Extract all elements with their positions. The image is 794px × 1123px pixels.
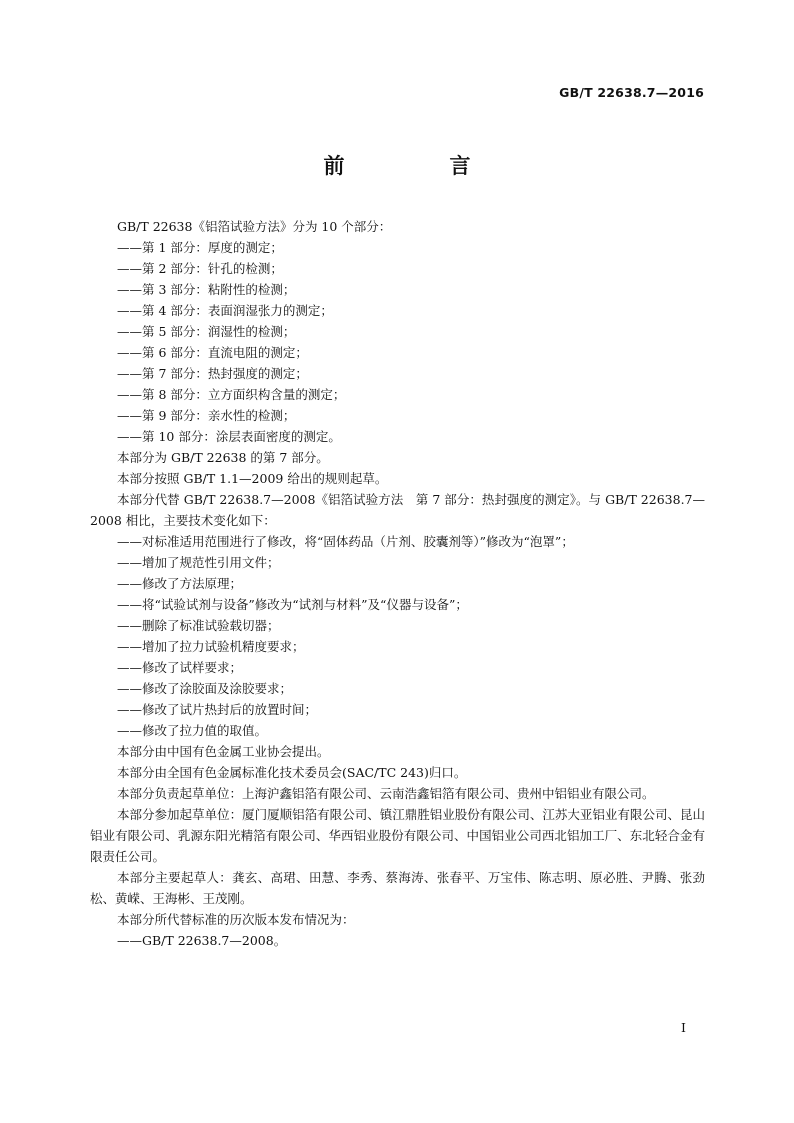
list-item: ——第 1 部分：厚度的测定； xyxy=(117,240,283,255)
list-item: ——GB/T 22638.7—2008。 xyxy=(117,933,287,948)
standard-code: GB/T 22638.7—2016 xyxy=(559,85,704,100)
list-item: ——第 10 部分：涂层表面密度的测定。 xyxy=(117,429,341,444)
paragraph: 本部分参加起草单位：厦门厦顺铝箔有限公司、镇江鼎胜铝业股份有限公司、江苏大亚铝业有限公司、昆山铝业有限公司、乳源东阳光精箔有限公司、华西铝业股份有限公司、中国铝业公司西北铝加工厂、东北轻合金有限责任公司。 xyxy=(90,807,705,864)
list-item: ——第 3 部分：粘附性的检测； xyxy=(117,282,296,297)
page-number: I xyxy=(681,1020,686,1035)
paragraph: 本部分主要起草人：龚玄、高珺、田慧、李秀、蔡海涛、张春平、万宝伟、陈志明、原必胜、尹腾、张劲松、黄嵘、王海彬、王茂刚。 xyxy=(90,870,705,906)
list-item: ——删除了标准试验载切器； xyxy=(117,618,280,633)
list-item: ——第 8 部分：立方面织构含量的测定； xyxy=(117,387,346,402)
paragraph: 本部分代替 GB/T 22638.7—2008《铝箔试验方法 第 7 部分：热封强度的测定》。与 GB/T 22638.7—2008 相比，主要技术变化如下： xyxy=(90,492,705,528)
list-item: ——修改了涂胶面及涂胶要求； xyxy=(117,681,293,696)
list-item: ——将“试验试剂与设备”修改为“试剂与材料”及“仪器与设备”； xyxy=(117,597,468,612)
list-item: ——第 9 部分：亲水性的检测； xyxy=(117,408,296,423)
list-item: ——修改了方法原理； xyxy=(117,576,243,591)
list-item: ——第 2 部分：针孔的检测； xyxy=(117,261,283,276)
paragraph: 本部分由全国有色金属标准化技术委员会(SAC/TC 243)归口。 xyxy=(117,765,467,780)
list-item: ——修改了试样要求； xyxy=(117,660,243,675)
page-title: 前 言 xyxy=(323,154,513,178)
list-item: ——第 4 部分：表面润湿张力的测定； xyxy=(117,303,333,318)
list-item: ——第 7 部分：热封强度的测定； xyxy=(117,366,308,381)
list-item: ——修改了试片热封后的放置时间； xyxy=(117,702,318,717)
paragraph: 本部分按照 GB/T 1.1—2009 给出的规则起草。 xyxy=(117,471,388,486)
paragraph: 本部分负责起草单位：上海沪鑫铝箔有限公司、云南浩鑫铝箔有限公司、贵州中铝铝业有限公司。 xyxy=(117,786,655,801)
paragraph: 本部分由中国有色金属工业协会提出。 xyxy=(117,744,330,759)
list-item: ——对标准适用范围进行了修改，将“固体药品（片剂、胶囊剂等）”修改为“泡罩”； xyxy=(117,534,574,549)
paragraph: 本部分所代替标准的历次版本发布情况为： xyxy=(117,912,355,927)
list-item: ——修改了拉力值的取值。 xyxy=(117,723,268,738)
list-item: ——第 6 部分：直流电阻的测定； xyxy=(117,345,308,360)
list-item: ——增加了规范性引用文件； xyxy=(117,555,280,570)
list-item: ——增加了拉力试验机精度要求； xyxy=(117,639,305,654)
list-item: ——第 5 部分：润湿性的检测； xyxy=(117,324,296,339)
foreword-body xyxy=(90,216,705,951)
paragraph: GB/T 22638《铝箔试验方法》分为 10 个部分： xyxy=(117,219,392,234)
paragraph: 本部分为 GB/T 22638 的第 7 部分。 xyxy=(117,450,329,465)
